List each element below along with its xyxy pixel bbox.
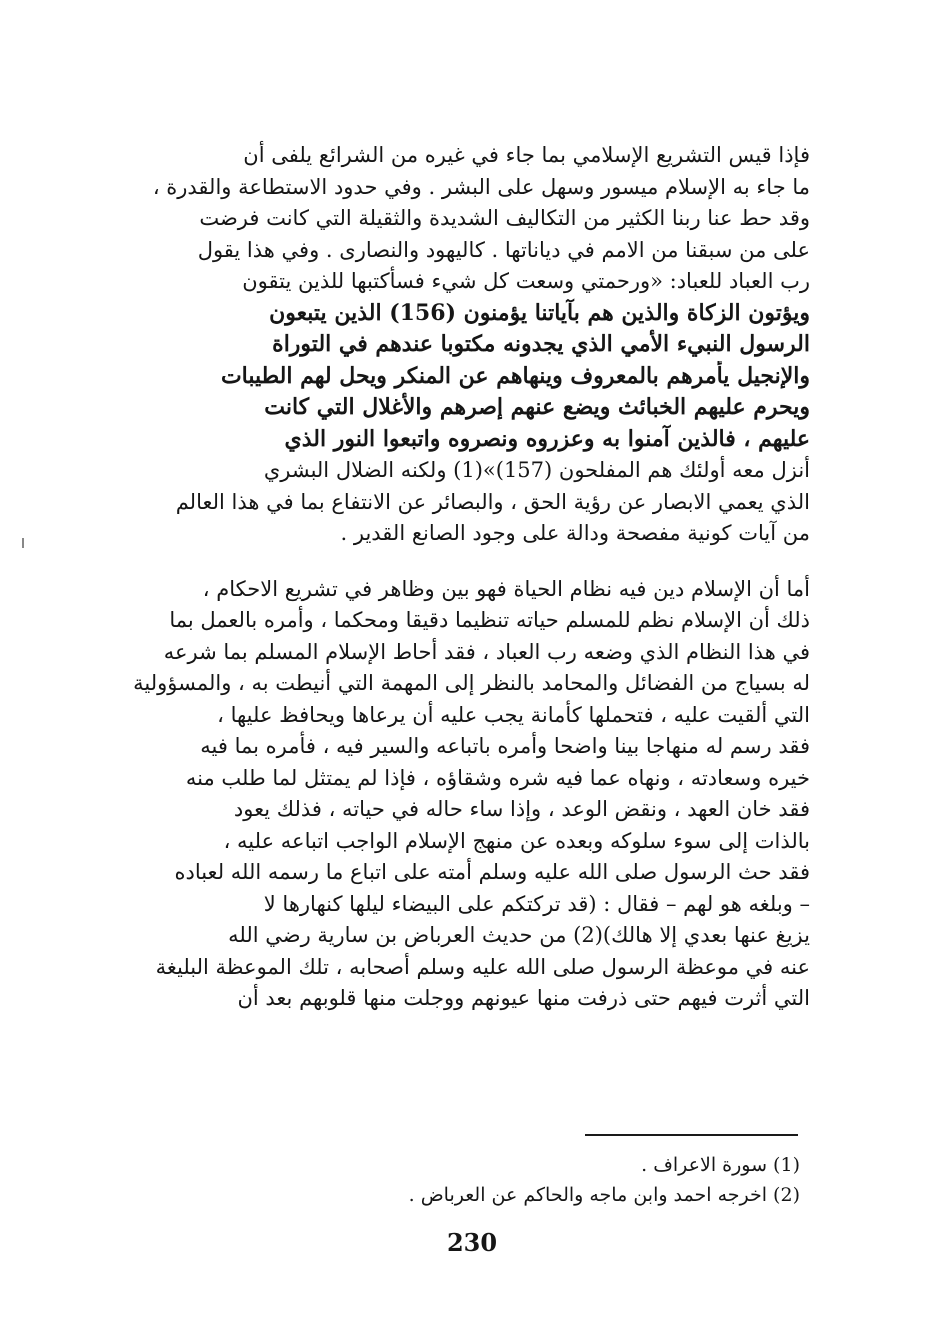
text-line: أما أن الإسلام دين فيه نظام الحياة فهو بين وظاهر في تشريع الاحكام ،	[202, 576, 810, 601]
text-line: عنه في موعظة الرسول صلى الله عليه وسلم أصحابه ، تلك الموعظة البليغة	[155, 954, 810, 979]
quran-verse-line: عليهم ، فالذين آمنوا به وعزروه ونصروه واتبعوا النور الذي	[284, 425, 810, 452]
text-line: على من سبقنا من الامم في دياناتها . كاليهود والنصارى . وفي هذا يقول	[197, 237, 810, 262]
footnotes	[300, 1150, 800, 1210]
text-line: التي أثرت فيهم حتى ذرفت منها عيونهم ووجلت منها قلوبهم بعد أن	[237, 986, 810, 1010]
paragraph-2	[128, 574, 810, 1015]
text-line: من آيات كونية مفصحة ودالة على وجود الصانع القدير .	[340, 521, 810, 545]
quran-verse-line: الرسول النبيء الأمي الذي يجدونه مكتوبا عندهم في التوراة	[272, 331, 810, 357]
text-line: خيره وسعادته ، ونهاه عما فيه شره وشقاؤه ، فإذا لم يمتثل لما طلب منه	[185, 765, 810, 790]
text-line: فقد رسم له منهاجا بينا واضحا وأمره باتباعه والسير فيه ، فأمره بما فيه	[200, 734, 810, 758]
scan-mark	[22, 538, 24, 548]
hadith-line: يزيغ عنها بعدي إلا هالك)(2) من حديث العرباض بن سارية رضي الله	[228, 923, 810, 947]
page-number: 230	[446, 1228, 498, 1257]
text-line: رب العباد للعباد: «ورحمتي وسعت كل شيء فسأكتبها للذين يتقون	[242, 269, 810, 293]
text-line: التي ألقيت عليه ، فتحملها كأمانة يجب عليه أن يرعاها ويحافظ عليها ،	[217, 702, 810, 727]
footnote-1: (1) سورة الاعراف .	[641, 1154, 800, 1176]
text-line: له بسياج من الفضائل والمحامد بالنظر إلى المهمة التي أنيطت به ، والمسؤولية	[133, 671, 810, 695]
text-line: الذي يعمي الابصار عن رؤية الحق ، والبصائر عن الانتفاع بما في هذا العالم	[175, 489, 810, 514]
footnote-2: (2) اخرجه احمد وابن ماجه والحاكم عن العرباض .	[408, 1184, 800, 1206]
text-line: فقد حث الرسول صلى الله عليه وسلم أمته على اتباع ما رسمه الله لعباده	[174, 860, 810, 884]
footnote-divider	[585, 1134, 798, 1136]
quran-verse-line: والإنجيل يأمرهم بالمعروف وينهاهم عن المنكر ويحل لهم الطيبات	[220, 362, 810, 389]
page-body	[128, 140, 810, 1015]
quran-verse-line: ويؤتون الزكاة والذين هم بآياتنا يؤمنون (156) الذين يتبعون	[269, 299, 810, 326]
text-line: وقد حط عنا ربنا الكثير من التكاليف الشديدة والثقيلة التي كانت فرضت	[199, 206, 810, 230]
text-line: فقد خان العهد ، ونقض الوعد ، وإذا ساء حاله في حياته ، فذلك يعود	[233, 797, 810, 821]
text-line: فإذا قيس التشريع الإسلامي بما جاء في غيره من الشرائع يلفى أن	[243, 143, 810, 167]
quran-verse-line: ويحرم عليهم الخبائث ويضع عنهم إصرهم والأغلال التي كانت	[264, 394, 810, 420]
paragraph-1	[128, 140, 810, 550]
text-line: بالذات إلى سوء سلوكه وبعده عن منهج الإسلام الواجب اتباعه عليه ،	[223, 828, 810, 853]
text-line: في هذا النظام الذي وضعه رب العباد ، فقد أحاط الإسلام المسلم بما شرعه	[163, 639, 810, 664]
text-line: ما جاء به الإسلام ميسور وسهل على البشر . وفي حدود الاستطاعة والقدرة ،	[152, 174, 810, 199]
text-line: ذلك أن الإسلام نظم للمسلم حياته تنظيما دقيقا ومحكما ، وأمره بالعمل بما	[169, 608, 810, 632]
text-line: أنزل معه أولئك هم المفلحون (157)»(1) ولكنه الضلال البشري	[263, 458, 810, 482]
hadith-line: – وبلغه هو لهم – فقال : (قد تركتكم على البيضاء ليلها كنهارها لا	[263, 891, 810, 916]
